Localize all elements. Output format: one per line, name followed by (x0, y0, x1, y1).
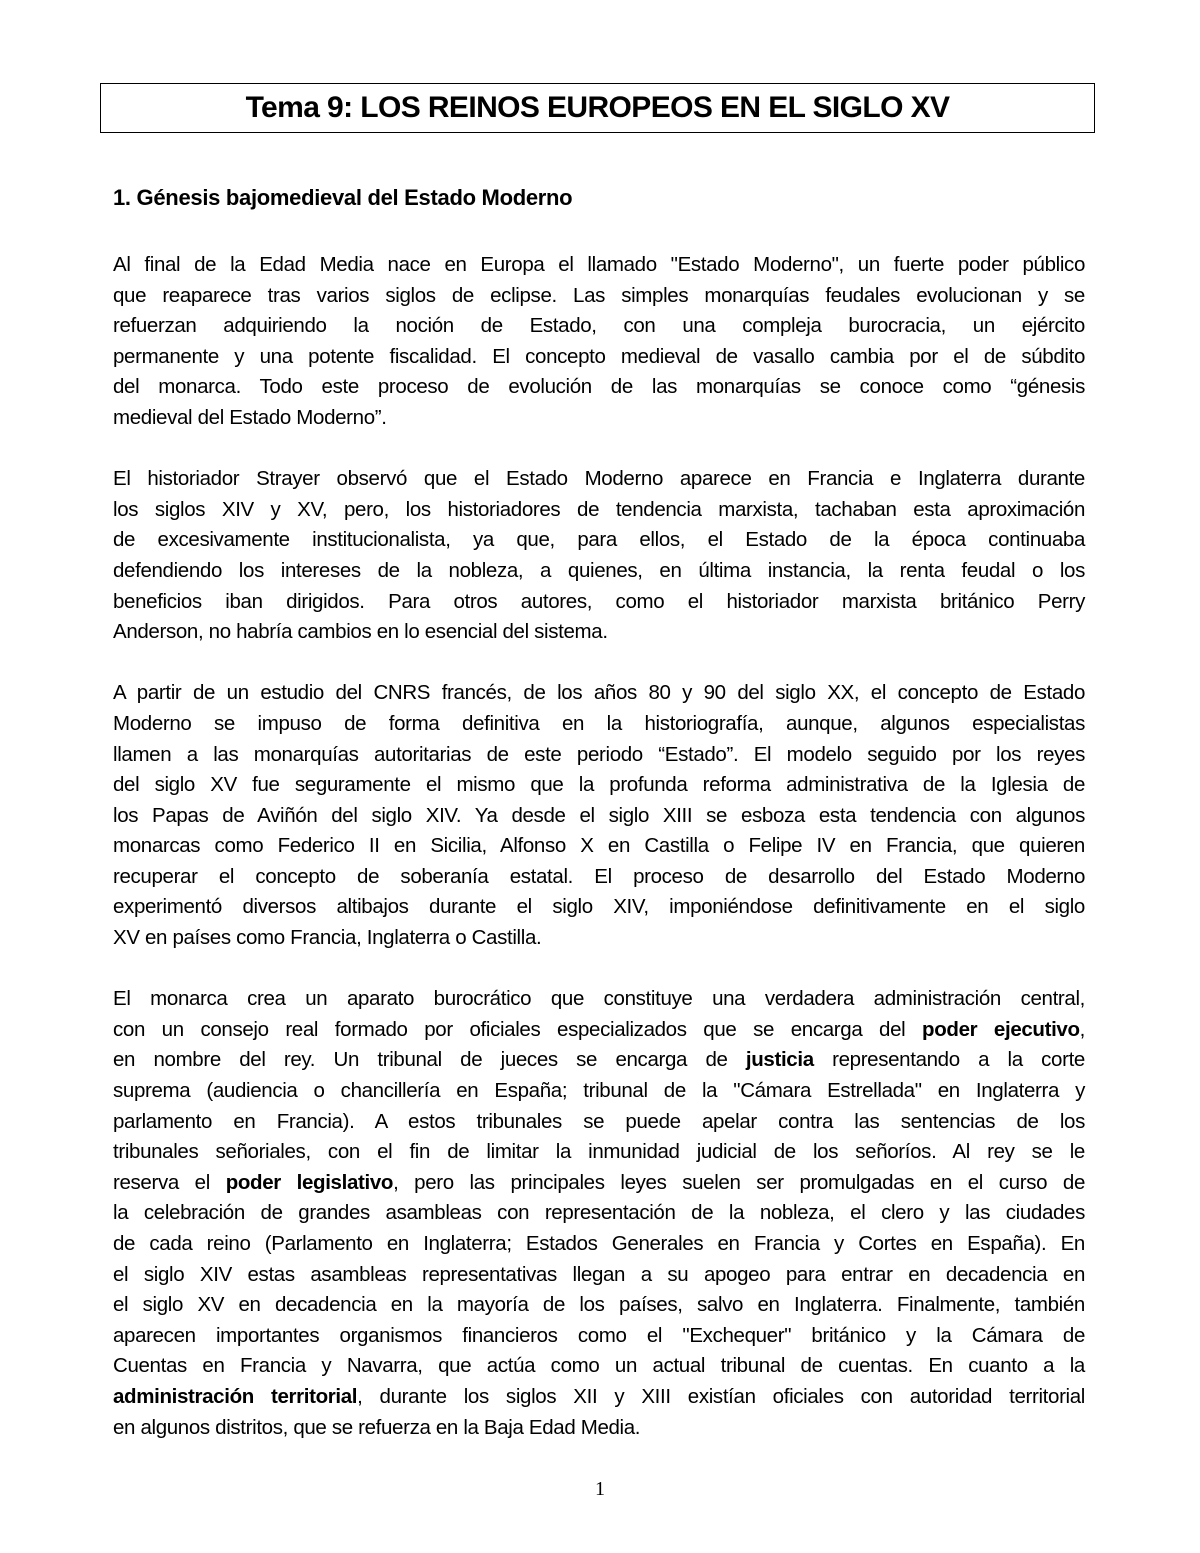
text-segment: el siglo XV en decadencia en la mayoría de los países, salvo en Inglaterra. Finalmente, también (113, 1293, 1085, 1317)
text-segment: defendiendo los intereses de la nobleza, a quienes, en última instancia, la renta feudal o los (113, 558, 1085, 582)
text-line (113, 281, 1085, 312)
text-segment: Anderson, no habría cambios en lo esencial del sistema. (113, 620, 608, 644)
text-line (113, 831, 1085, 862)
text-segment: permanente y una potente fiscalidad. El concepto medieval de vasallo cambia por el de súbdito (113, 344, 1085, 368)
text-segment: con un consejo real formado por oficiales especializados que se encarga del (113, 1017, 923, 1041)
text-line (113, 250, 1085, 281)
text-line (113, 311, 1085, 342)
text-segment: que reaparece tras varios siglos de eclipse. Las simples monarquías feudales evolucionan y se (113, 283, 1085, 307)
text-segment: la celebración de grandes asambleas con representación de la nobleza, el clero y las ciudades (113, 1201, 1085, 1225)
text-line (113, 1045, 1085, 1076)
text-segment: el siglo XIV estas asambleas representativas llegan a su apogeo para entrar en decadencia en (113, 1262, 1085, 1286)
text-line (113, 1137, 1085, 1168)
text-segment: beneficios iban dirigidos. Para otros autores, como el historiador marxista británico Perry (113, 589, 1085, 613)
text-line (113, 372, 1085, 403)
text-segment: , durante los siglos XII y XIII existían oficiales con autoridad territorial (357, 1384, 1086, 1408)
text-line (113, 1321, 1085, 1352)
text-segment: El historiador Strayer observó que el Estado Moderno aparece en Francia e Inglaterra durante (113, 467, 1085, 491)
paragraph (113, 250, 1085, 434)
text-line (113, 1382, 1085, 1413)
text-segment: llamen a las monarquías autoritarias de este periodo “Estado”. El modelo seguido por los reyes (113, 742, 1085, 766)
section-heading: 1. Génesis bajomedieval del Estado Moderno (113, 185, 573, 210)
text-line (113, 1107, 1085, 1138)
text-line (113, 862, 1085, 893)
text-line (113, 556, 1085, 587)
text-line (113, 801, 1085, 832)
text-line (113, 1290, 1085, 1321)
paragraph (113, 678, 1085, 953)
text-line (113, 1413, 1085, 1444)
text-line (113, 709, 1085, 740)
text-segment: tribunales señoriales, con el fin de limitar la inmunidad judicial de los señoríos. Al rey se le (113, 1140, 1085, 1164)
text-segment: medieval del Estado Moderno”. (113, 405, 387, 429)
document-title: Tema 9: LOS REINOS EUROPEOS EN EL SIGLO XV (245, 91, 950, 124)
text-line (113, 342, 1085, 373)
text-segment: representando a la corte (813, 1048, 1085, 1072)
text-line (113, 1168, 1085, 1199)
text-segment: suprema (audiencia o chancillería en España; tribunal de la "Cámara Estrellada" en Inglaterra y (113, 1079, 1085, 1103)
text-line (113, 1076, 1085, 1107)
text-segment: de cada reino (Parlamento en Inglaterra; Estados Generales en Francia y Cortes en España). En (113, 1232, 1085, 1255)
text-segment: Al final de la Edad Media nace en Europa el llamado "Estado Moderno", un fuerte poder público (113, 253, 1085, 276)
text-segment: monarcas como Federico II en Sicilia, Alfonso X en Castilla o Felipe IV en Francia, que quieren (113, 834, 1085, 858)
paragraph (113, 464, 1085, 648)
text-segment: , (1079, 1017, 1085, 1041)
text-segment: en nombre del rey. Un tribunal de jueces se encarga de (113, 1048, 746, 1072)
text-segment: , pero las principales leyes suelen ser promulgadas en el curso de (393, 1170, 1086, 1194)
text-segment: XV en países como Francia, Inglaterra o Castilla. (113, 926, 542, 950)
bold-term: poder legislativo (225, 1170, 394, 1194)
text-segment: los siglos XIV y XV, pero, los historiadores de tendencia marxista, tachaban esta aproximación (113, 497, 1085, 521)
text-line (113, 984, 1085, 1015)
paragraph (113, 984, 1085, 1443)
text-line (113, 1015, 1085, 1046)
text-line (113, 678, 1085, 709)
title-box (100, 83, 1095, 133)
text-segment: refuerzan adquiriendo la noción de Estado, con una compleja burocracia, un ejército (113, 314, 1085, 338)
text-line (113, 587, 1085, 618)
text-segment: El monarca crea un aparato burocrático que constituye una verdadera administración central, (113, 987, 1085, 1011)
text-segment: parlamento en Francia). A estos tribunales se puede apelar contra las sentencias de los (113, 1109, 1085, 1133)
page-number: 1 (595, 1478, 605, 1500)
text-segment: reserva el (113, 1170, 226, 1194)
bold-term: administración territorial (113, 1384, 358, 1408)
text-segment: en algunos distritos, que se refuerza en la Baja Edad Media. (113, 1415, 641, 1439)
text-line (113, 892, 1085, 923)
text-segment: del siglo XV fue seguramente el mismo que la profunda reforma administrativa de la Iglesia de (113, 773, 1085, 797)
text-line (113, 403, 1085, 434)
text-line (113, 1351, 1085, 1382)
text-segment: los Papas de Aviñón del siglo XIV. Ya desde el siglo XIII se esboza esta tendencia con algunos (113, 803, 1085, 827)
text-line (113, 495, 1085, 526)
text-segment: Moderno se impuso de forma definitiva en la historiografía, aunque, algunos especialistas (113, 711, 1085, 735)
text-segment: recuperar el concepto de soberanía estatal. El proceso de desarrollo del Estado Moderno (113, 864, 1085, 888)
text-segment: Cuentas en Francia y Navarra, que actúa como un actual tribunal de cuentas. En cuanto a la (113, 1354, 1085, 1378)
text-line (113, 770, 1085, 801)
text-segment: de excesivamente institucionalista, ya que, para ellos, el Estado de la época continuaba (113, 528, 1085, 552)
text-line (113, 1229, 1085, 1260)
text-line (113, 617, 1085, 648)
text-line (113, 1260, 1085, 1291)
bold-term: justicia (745, 1048, 814, 1072)
text-segment: del monarca. Todo este proceso de evolución de las monarquías se conoce como “génesis (113, 375, 1085, 399)
document-body (113, 250, 1085, 1474)
text-line (113, 923, 1085, 954)
text-line (113, 525, 1085, 556)
text-line (113, 740, 1085, 771)
text-line (113, 464, 1085, 495)
text-line (113, 1198, 1085, 1229)
text-segment: aparecen importantes organismos financieros como el "Exchequer" británico y la Cámara de (113, 1323, 1085, 1347)
text-segment: A partir de un estudio del CNRS francés, de los años 80 y 90 del siglo XX, el concepto de Estado (113, 681, 1085, 705)
bold-term: poder ejecutivo (922, 1017, 1080, 1041)
text-segment: experimentó diversos altibajos durante el siglo XIV, imponiéndose definitivamente en el siglo (113, 895, 1085, 919)
